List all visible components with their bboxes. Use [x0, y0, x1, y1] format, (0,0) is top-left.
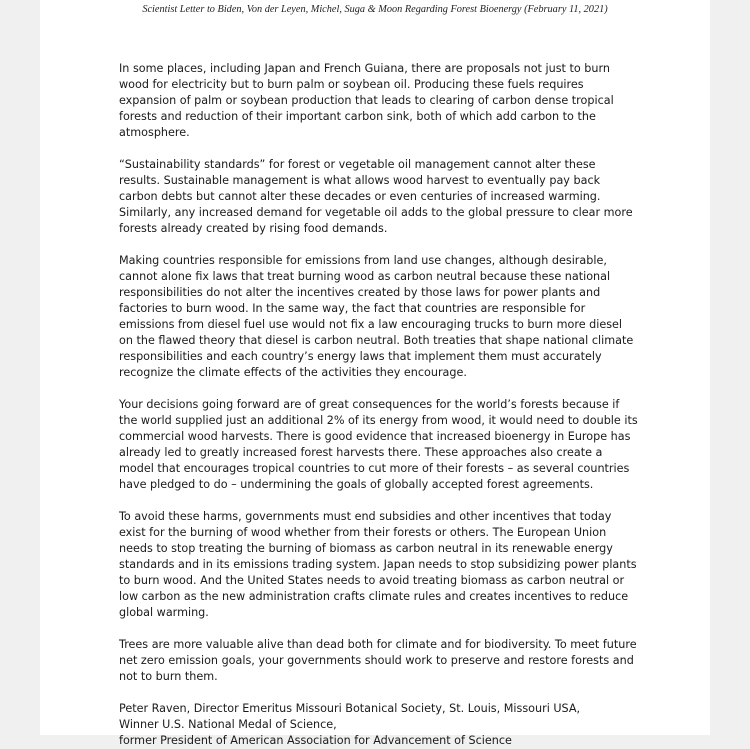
signature-line-award: Winner U.S. National Medal of Science,	[119, 718, 337, 731]
signature-block	[119, 701, 639, 749]
running-header: Scientist Letter to Biden, Von der Leyen, Michel, Suga & Moon Regarding Forest Bioenergy (February 11, 2021)	[142, 4, 608, 15]
paragraph-decisions: Your decisions going forward are of great consequences for the world’s forests because if the world supplied just an additional 2% of its energy from wood, it would need to double its commercial wood harvests. There is good evidence that increased bioenergy in Europe has already led to greatly increased forest harvests there. These approaches also create a model that encourages tropical countries to cut more of their forests – as several countries have pledged to do – undermining the goals of globally accepted forest agreements.	[119, 398, 638, 491]
signature-line-title: former President of American Association for Advancement of Science	[119, 734, 512, 747]
paragraph-trees-valuable: Trees are more valuable alive than dead both for climate and for biodiversity. To meet future net zero emission goals, your governments should work to preserve and restore forests and not to burn them.	[119, 638, 637, 683]
signature-line-name: Peter Raven, Director Emeritus Missouri Botanical Society, St. Louis, Missouri USA,	[119, 702, 581, 715]
paragraph-palm-oil: In some places, including Japan and French Guiana, there are proposals not just to burn wood for electricity but to burn palm or soybean oil. Producing these fuels requires expansion of palm or soybean production that leads to clearing of carbon dense tropical forests and reduction of their important carbon sink, both of which add carbon to the atmosphere.	[119, 62, 614, 139]
letter-body	[119, 61, 639, 749]
paragraph-sustainability-standards: “Sustainability standards” for forest or vegetable oil management cannot alter these results. Sustainable management is what allows wood harvest to eventually pay back carbon debts but cannot alter these decades or even centuries of increased warming. Similarly, any increased demand for vegetable oil adds to the global pressure to clear more forests already created by rising food demands.	[119, 158, 633, 235]
document-page	[40, 0, 710, 747]
paragraph-avoid-harms: To avoid these harms, governments must end subsidies and other incentives that today exist for the burning of wood whether from their forests or others. The European Union needs to stop treating the burning of biomass as carbon neutral in its renewable energy standards and in its emissions trading system. Japan needs to stop subsidizing power plants to burn wood. And the United States needs to avoid treating biomass as carbon neutral or low carbon as the new administration crafts climate rules and creates incentives to reduce global warming.	[119, 510, 637, 619]
paragraph-country-responsibility: Making countries responsible for emissions from land use changes, although desirable, cannot alone fix laws that treat burning wood as carbon neutral because these national responsibilities do not alter the incentives created by those laws for power plants and factories to burn wood. In the same way, the fact that countries are responsible for emissions from diesel fuel use would not fix a law encouraging trucks to burn more diesel on the flawed theory that diesel is carbon neutral. Both treaties that shape national climate responsibilities and each country’s energy laws that implement them must accurately recognize the climate effects of the activities they encourage.	[119, 254, 634, 379]
